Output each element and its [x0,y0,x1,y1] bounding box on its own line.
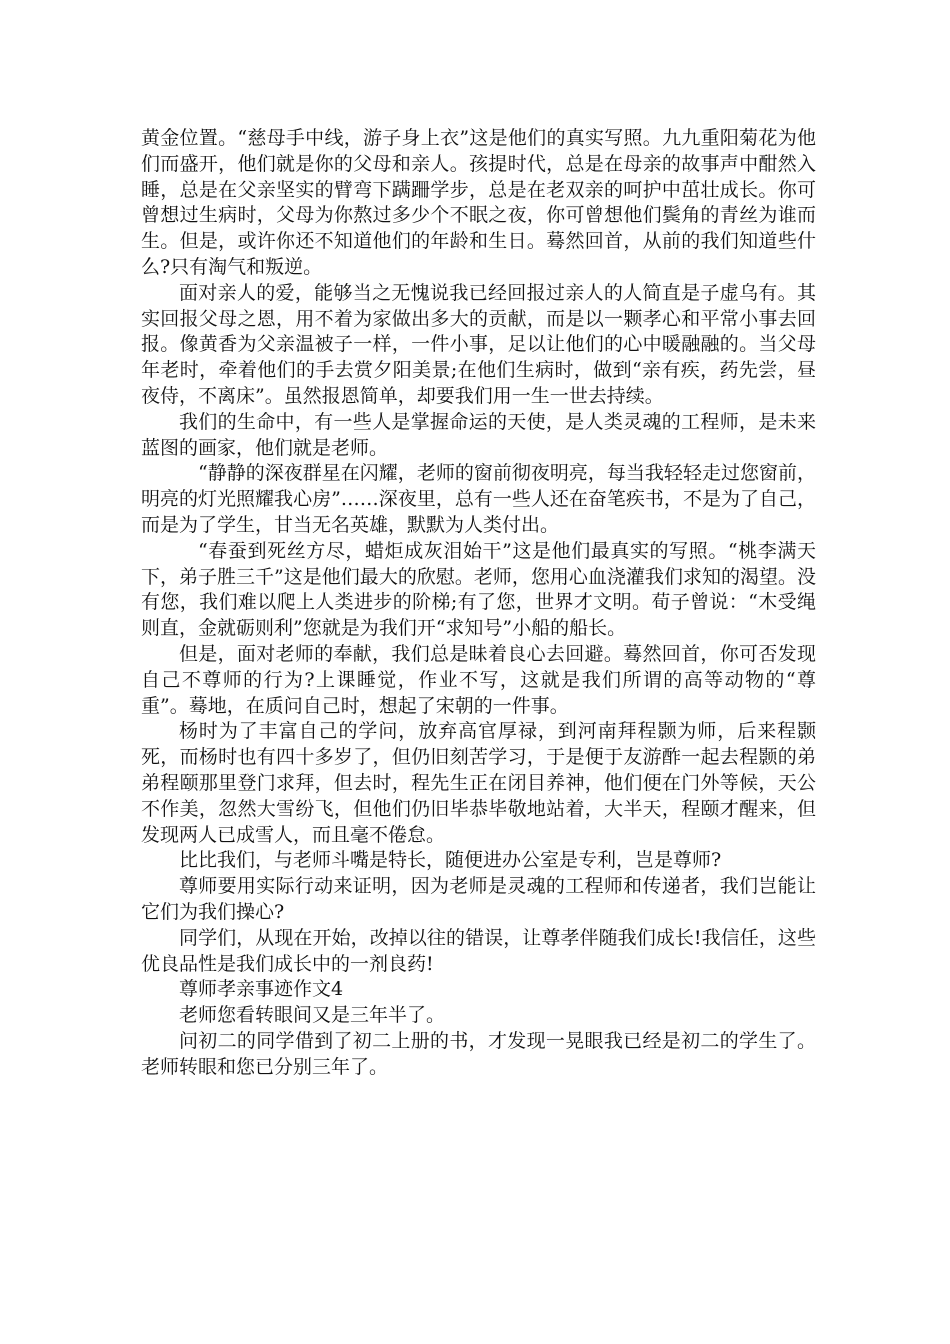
paragraph-11: 老师您看转眼间又是三年半了。 [179,1004,446,1027]
paragraph-1: 黄金位置。“慈母手中线，游子身上衣”这是他们的真实写照。九九重阳菊花为他们而盛开，他们就是你的父母和亲人。孩提时代，总是在母亲的故事声中酣然入睡，总是在父亲坚实的臂弯下蹒跚学步，总是在老双亲的呵护中茁壮成长。你可曾想过生病时，父母为你熬过多少个不眠之夜，你可曾想他们鬓角的青丝为谁而生。但是，或许你还不知道他们的年龄和生日。蓦然回首，从前的我们知道些什么?只有淘气和叛逆。 [141,127,816,278]
paragraph-12: 问初二的同学借到了初二上册的书，才发现一晃眼我已经是初二的学生了。老师转眼和您已分别三年了。 [141,1029,816,1078]
paragraph-3: 我们的生命中，有一些人是掌握命运的天使，是人类灵魂的工程师，是未来蓝图的画家，他们就是老师。 [141,410,816,459]
paragraph-5: “春蚕到死丝方尽，蜡炬成灰泪始干”这是他们最真实的写照。“桃李满天下，弟子胜三千”这是他们最大的欣慰。老师，您用心血浇灌我们求知的渴望。没有您，我们难以爬上人类进步的阶梯;有了您，世界才文明。荀子曾说：“木受绳则直，金就砺则利”您就是为我们开“求知号”小船的船长。 [141,539,816,640]
paragraph-9: 尊师要用实际行动来证明，因为老师是灵魂的工程师和传递者，我们岂能让它们为我们操心? [141,875,816,923]
paragraph-7: 杨时为了丰富自己的学问，放弃高官厚禄，到河南拜程颢为师，后来程颢死，而杨时也有四十多岁了，但仍旧刻苦学习，于是便于友游酢一起去程颢的弟弟程颐那里登门求拜，但去时，程先生正在闭目养神，他们便在门外等候，天公不作美，忽然大雪纷飞，但他们仍旧毕恭毕敬地站着，大半天，程颐才醒来，但发现两人已成雪人，而且毫不倦怠。 [141,720,816,846]
paragraph-10: 同学们，从现在开始，改掉以往的错误，让尊孝伴随我们成长!我信任，这些优良品性是我们成长中的一剂良药! [141,926,816,975]
paragraph-6: 但是，面对老师的奉献，我们总是昧着良心去回避。蓦然回首，你可否发现自己不尊师的行为?上课睡觉，作业不写，这就是我们所谓的高等动物的“尊重”。蓦地，在质问自己时，想起了宋朝的一件事。 [141,642,816,717]
document-body [141,126,816,1080]
paragraph-4: “静静的深夜群星在闪耀，老师的窗前彻夜明亮，每当我轻轻走过您窗前，明亮的灯光照耀我心房”……深夜里，总有一些人还在奋笔疾书，不是为了自己，而是为了学生，甘当无名英雄，默默为人类付出。 [141,462,816,536]
section-heading: 尊师孝亲事迹作文4 [179,978,344,1001]
paragraph-8: 比比我们，与老师斗嘴是特长，随便进办公室是专利，岂是尊师? [179,849,722,872]
paragraph-2: 面对亲人的爱，能够当之无愧说我已经回报过亲人的人简直是子虚乌有。其实回报父母之恩，用不着为家做出多大的贡献，而是以一颗孝心和平常小事去回报。像黄香为父亲温被子一样，一件小事，足以让他们的心中暖融融的。当父母年老时，牵着他们的手去赏夕阳美景;在他们生病时，做到“亲有疾，药先尝，昼夜侍，不离床”。虽然报恩简单，却要我们用一生一世去持续。 [141,281,816,407]
